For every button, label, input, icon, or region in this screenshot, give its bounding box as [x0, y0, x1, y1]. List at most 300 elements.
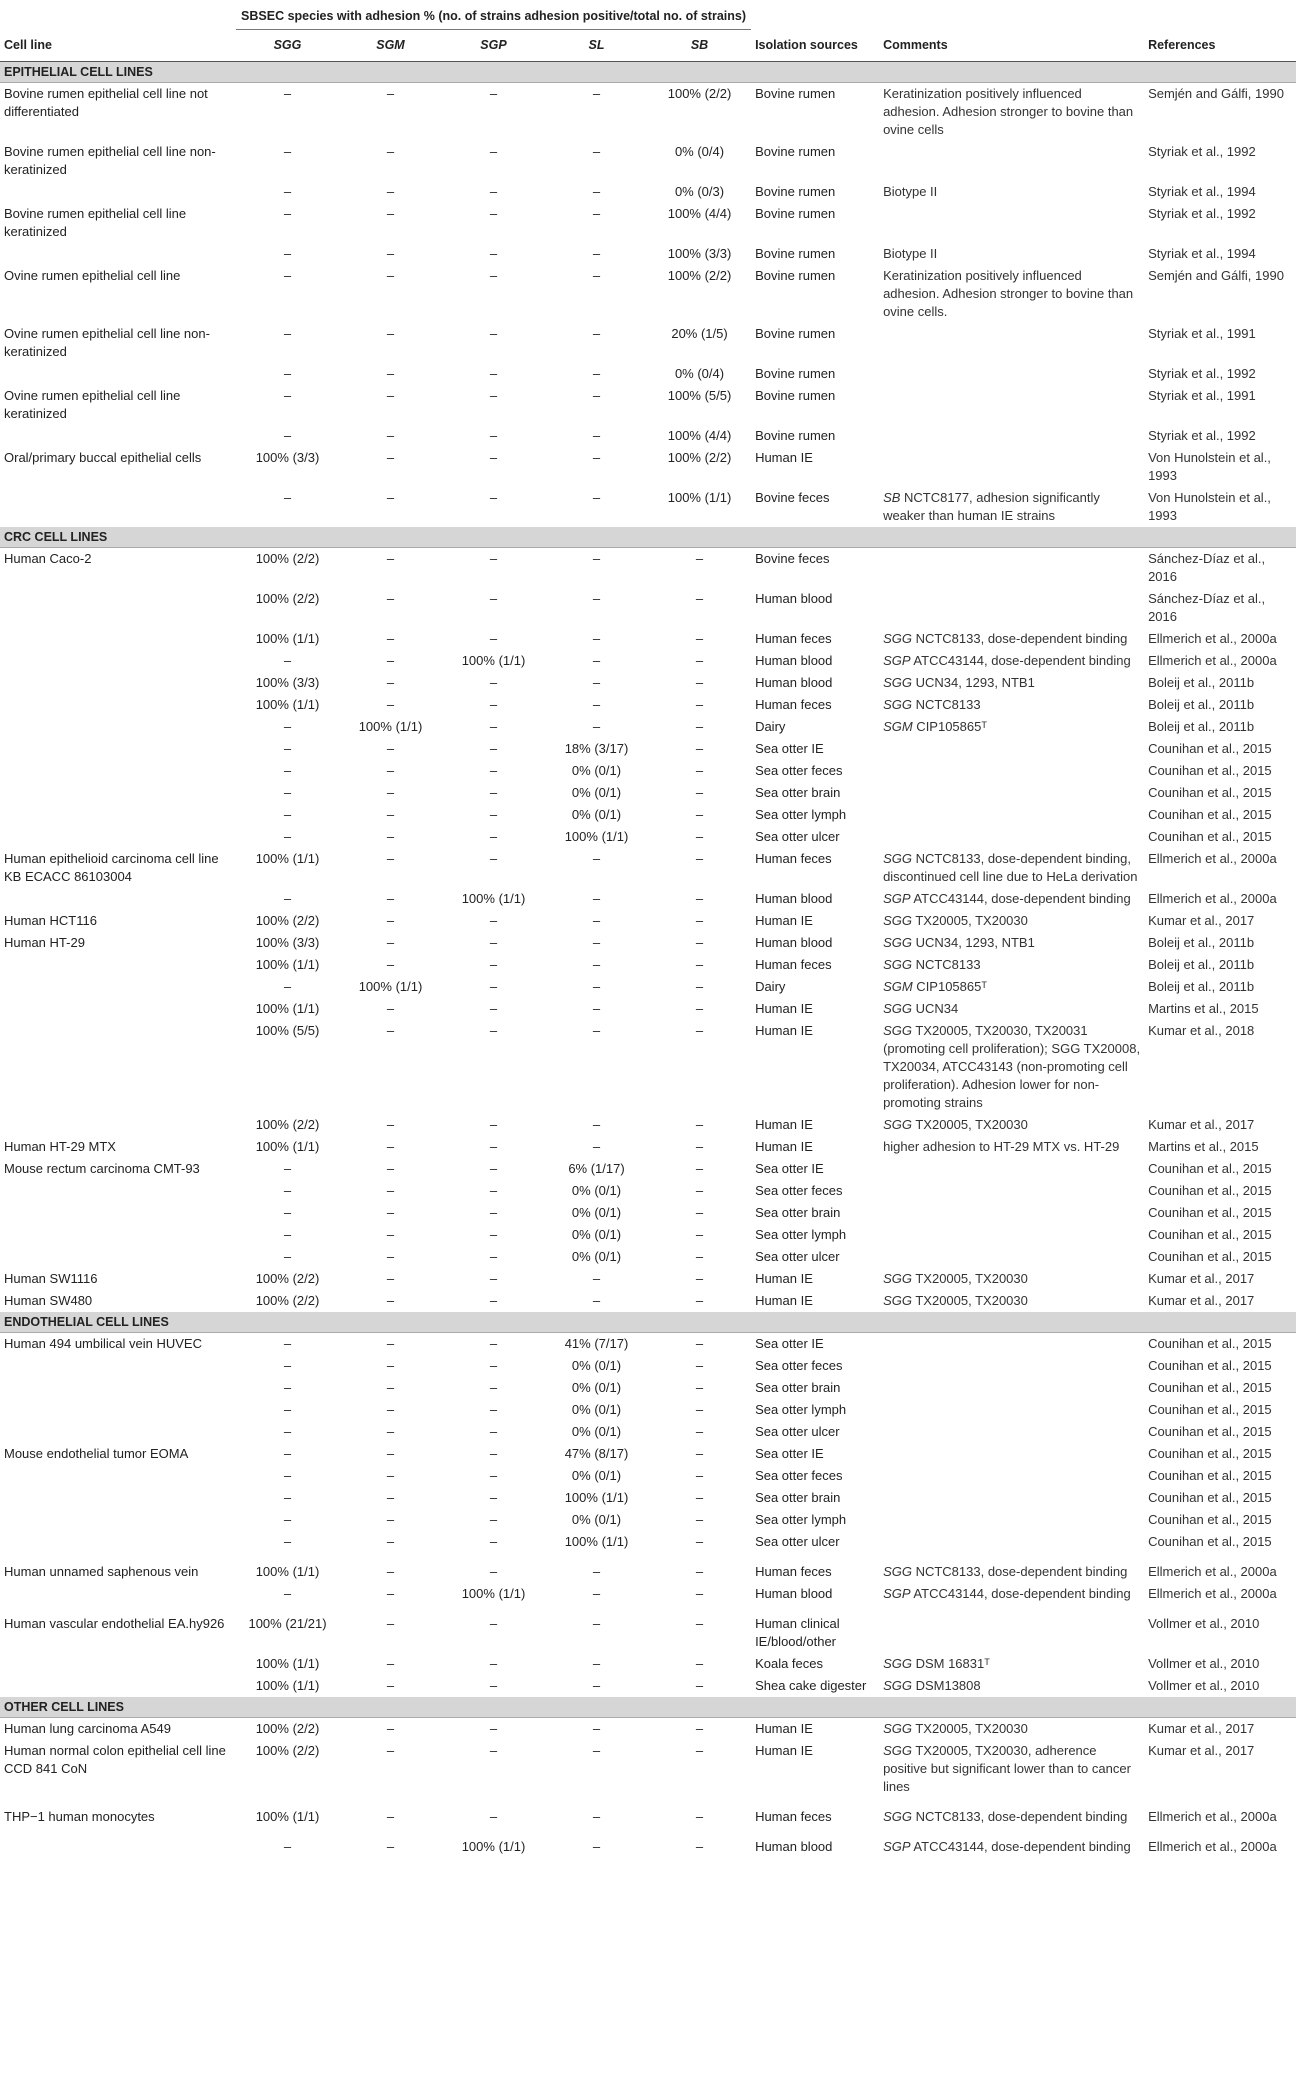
- reference: Boleij et al., 2011b: [1148, 935, 1255, 950]
- table-row: [0, 694, 1296, 716]
- isolation-source: Bovine rumen: [755, 184, 836, 199]
- isolation-source: Bovine rumen: [755, 428, 836, 443]
- species-value-sgp: –: [489, 1402, 498, 1417]
- comment-cell: [879, 243, 1144, 265]
- header-species-sgm: SGM: [376, 38, 405, 52]
- comment-cell: [879, 1740, 1144, 1806]
- species-value-sb: –: [695, 851, 704, 866]
- species-value-sl: 0% (0/1): [571, 1227, 622, 1242]
- species-value-sb: –: [695, 551, 704, 566]
- species-value-sgm: –: [386, 851, 395, 866]
- species-value-sgm: –: [386, 829, 395, 844]
- cell-line-name: [0, 1675, 236, 1697]
- cell-line-name: Ovine rumen epithelial cell line: [4, 268, 181, 283]
- table-row: [0, 1224, 1296, 1246]
- comment-cell: [879, 1487, 1144, 1509]
- comment-cell: [879, 1268, 1144, 1290]
- species-value-sgm: –: [386, 763, 395, 778]
- comment-species: SGG: [883, 1564, 912, 1579]
- species-value-sb: –: [695, 1586, 704, 1601]
- species-value-sgg: –: [283, 366, 292, 381]
- species-value-sl: –: [592, 428, 601, 443]
- isolation-source: Human IE: [755, 1293, 813, 1308]
- species-value-sgm: 100% (1/1): [358, 719, 423, 734]
- reference: Semjén and Gálfi, 1990: [1148, 86, 1284, 101]
- isolation-source: Sea otter lymph: [755, 1512, 847, 1527]
- comment-cell: [879, 1443, 1144, 1465]
- species-value-sgm: –: [386, 1402, 395, 1417]
- comment-species: SGG: [883, 1721, 912, 1736]
- species-value-sl: 0% (0/1): [571, 1468, 622, 1483]
- cell-line-name: [0, 976, 236, 998]
- table-row: [0, 1355, 1296, 1377]
- header-comments: Comments: [883, 38, 948, 52]
- comment-cell: [879, 1465, 1144, 1487]
- cell-line-name: [0, 888, 236, 910]
- reference: Semjén and Gálfi, 1990: [1148, 268, 1284, 283]
- table-row: [0, 1583, 1296, 1613]
- isolation-source: Sea otter ulcer: [755, 1424, 840, 1439]
- species-value-sgm: –: [386, 1809, 395, 1824]
- species-value-sgg: 100% (2/2): [255, 551, 320, 566]
- reference: Styriak et al., 1992: [1148, 144, 1256, 159]
- species-value-sgg: 100% (1/1): [255, 1809, 320, 1824]
- comment-cell: [879, 1718, 1144, 1741]
- cell-line-name: [0, 954, 236, 976]
- species-value-sgm: –: [386, 366, 395, 381]
- table-row: [0, 1561, 1296, 1583]
- species-value-sgg: 100% (21/21): [248, 1616, 327, 1631]
- species-value-sl: –: [592, 591, 601, 606]
- species-value-sb: 100% (2/2): [667, 450, 732, 465]
- species-value-sl: –: [592, 719, 601, 734]
- species-value-sgg: –: [283, 1446, 292, 1461]
- species-value-sgp: –: [489, 1161, 498, 1176]
- cell-line-name: [0, 363, 236, 385]
- isolation-source: Dairy: [755, 979, 786, 994]
- species-value-sgg: –: [283, 490, 292, 505]
- table-row: [0, 1290, 1296, 1312]
- species-value-sb: 20% (1/5): [671, 326, 728, 341]
- species-value-sgg: –: [283, 1183, 292, 1198]
- table-row: [0, 804, 1296, 826]
- header-species-group: SBSEC species with adhesion % (no. of strains adhesion positive/total no. of strains): [236, 0, 751, 30]
- cell-line-name: Human 494 umbilical vein HUVEC: [4, 1336, 202, 1351]
- species-value-sl: –: [592, 1139, 601, 1154]
- isolation-source: Human clinical IE/blood/other: [755, 1616, 840, 1649]
- species-value-sgg: –: [283, 1490, 292, 1505]
- comment-text: ATCC43144, dose-dependent binding: [910, 1839, 1131, 1854]
- table-header: [0, 0, 1296, 62]
- comment-cell: [879, 1202, 1144, 1224]
- isolation-source: Sea otter brain: [755, 785, 841, 800]
- species-value-sgp: –: [489, 1023, 498, 1038]
- species-value-sgg: 100% (2/2): [255, 913, 320, 928]
- table-row: [0, 181, 1296, 203]
- comment-text: NCTC8133, dose-dependent binding: [911, 1564, 1128, 1579]
- species-value-sgg: –: [283, 763, 292, 778]
- isolation-source: Sea otter IE: [755, 1161, 824, 1176]
- species-value-sb: –: [695, 891, 704, 906]
- species-value-sgg: –: [283, 829, 292, 844]
- isolation-source: Human blood: [755, 591, 833, 606]
- species-value-sgp: –: [489, 268, 498, 283]
- reference: Counihan et al., 2015: [1148, 1424, 1272, 1439]
- reference: Counihan et al., 2015: [1148, 1380, 1272, 1395]
- species-value-sgp: –: [489, 1512, 498, 1527]
- species-value-sgg: 100% (3/3): [255, 935, 320, 950]
- comment-species: SGG: [883, 1117, 912, 1132]
- species-value-sgm: –: [386, 1512, 395, 1527]
- table-row: [0, 1740, 1296, 1806]
- species-value-sgm: –: [386, 1586, 395, 1601]
- table-row: [0, 1246, 1296, 1268]
- table-row: [0, 487, 1296, 527]
- species-value-sgm: –: [386, 785, 395, 800]
- cell-line-name: Human SW480: [4, 1293, 93, 1308]
- species-value-sgg: 100% (3/3): [255, 450, 320, 465]
- isolation-source: Sea otter lymph: [755, 1227, 847, 1242]
- reference: Kumar et al., 2018: [1148, 1023, 1255, 1038]
- cell-line-name: [0, 760, 236, 782]
- comment-cell: [879, 447, 1144, 487]
- reference: Sánchez-Díaz et al., 2016: [1148, 591, 1266, 624]
- species-value-sb: –: [695, 1161, 704, 1176]
- table-row: [0, 826, 1296, 848]
- comment-species: SGG: [883, 913, 912, 928]
- reference: Counihan et al., 2015: [1148, 1227, 1272, 1242]
- comment-species: SGG: [883, 697, 912, 712]
- cell-line-name: Human normal colon epithelial cell line CCD 841 CoN: [4, 1743, 226, 1776]
- reference: Ellmerich et al., 2000a: [1148, 1809, 1277, 1824]
- comment-text: TX20005, TX20030: [911, 1117, 1028, 1132]
- species-value-sl: –: [592, 631, 601, 646]
- species-value-sgp: 100% (1/1): [461, 891, 526, 906]
- species-value-sgp: –: [489, 1183, 498, 1198]
- species-value-sb: –: [695, 1402, 704, 1417]
- reference: Counihan et al., 2015: [1148, 1161, 1272, 1176]
- comment-cell: [879, 385, 1144, 425]
- species-value-sb: –: [695, 829, 704, 844]
- reference: Counihan et al., 2015: [1148, 1183, 1272, 1198]
- isolation-source: Sea otter feces: [755, 1183, 843, 1198]
- species-value-sgp: –: [489, 1468, 498, 1483]
- table-row: [0, 588, 1296, 628]
- comment-cell: [879, 650, 1144, 672]
- species-value-sgp: –: [489, 1678, 498, 1693]
- species-value-sgg: –: [283, 184, 292, 199]
- comment-cell: [879, 487, 1144, 527]
- isolation-source: Sea otter brain: [755, 1490, 841, 1505]
- species-value-sb: –: [695, 1743, 704, 1758]
- cell-line-name: [0, 588, 236, 628]
- species-value-sb: 0% (0/4): [674, 366, 725, 381]
- species-value-sgm: –: [386, 1490, 395, 1505]
- isolation-source: Sea otter ulcer: [755, 1534, 840, 1549]
- comment-text: NCTC8133: [911, 697, 981, 712]
- species-value-sb: 100% (4/4): [667, 428, 732, 443]
- comment-cell: [879, 1290, 1144, 1312]
- table-row: [0, 976, 1296, 998]
- species-value-sb: –: [695, 1839, 704, 1854]
- species-value-sl: –: [592, 1293, 601, 1308]
- species-value-sgm: –: [386, 268, 395, 283]
- comment-species: SGP: [883, 1586, 911, 1601]
- comment-species: SGG: [883, 1001, 912, 1016]
- species-value-sl: –: [592, 450, 601, 465]
- comment-cell: [879, 932, 1144, 954]
- species-value-sgm: –: [386, 1117, 395, 1132]
- comment-species: SGG: [883, 957, 912, 972]
- comment-text: higher adhesion to HT-29 MTX vs. HT-29: [883, 1139, 1120, 1154]
- species-value-sb: 100% (2/2): [667, 268, 732, 283]
- species-value-sl: 0% (0/1): [571, 1402, 622, 1417]
- species-value-sgg: –: [283, 206, 292, 221]
- isolation-source: Human feces: [755, 1564, 832, 1579]
- reference: Vollmer et al., 2010: [1148, 1656, 1260, 1671]
- table-row: [0, 548, 1296, 589]
- cell-line-name: [0, 826, 236, 848]
- comment-cell: [879, 804, 1144, 826]
- species-value-sl: 0% (0/1): [571, 763, 622, 778]
- species-value-sgp: –: [489, 829, 498, 844]
- isolation-source: Bovine feces: [755, 551, 830, 566]
- header-species-sgg: SGG: [273, 38, 302, 52]
- cell-line-name: Human HT-29: [4, 935, 85, 950]
- comment-text: UCN34: [911, 1001, 959, 1016]
- species-value-sb: 100% (1/1): [667, 490, 732, 505]
- species-value-sgp: –: [489, 913, 498, 928]
- reference: Ellmerich et al., 2000a: [1148, 1839, 1277, 1854]
- species-value-sb: –: [695, 1139, 704, 1154]
- table-row: [0, 1114, 1296, 1136]
- species-value-sl: 0% (0/1): [571, 785, 622, 800]
- isolation-source: Human feces: [755, 1809, 832, 1824]
- table-row: [0, 1202, 1296, 1224]
- cell-line-name: [0, 628, 236, 650]
- species-value-sb: –: [695, 697, 704, 712]
- species-value-sgg: –: [283, 1227, 292, 1242]
- reference: Kumar et al., 2017: [1148, 1743, 1255, 1758]
- species-value-sgg: –: [283, 1161, 292, 1176]
- cell-line-name: [0, 804, 236, 826]
- species-value-sgg: –: [283, 1468, 292, 1483]
- reference: Counihan et al., 2015: [1148, 807, 1272, 822]
- comment-cell: [879, 1806, 1144, 1836]
- section-header-row: [0, 527, 1296, 548]
- comment-text: NCTC8133, dose-dependent binding: [911, 1809, 1128, 1824]
- species-value-sgm: –: [386, 1336, 395, 1351]
- table-row: [0, 1443, 1296, 1465]
- comment-cell: [879, 1509, 1144, 1531]
- isolation-source: Bovine rumen: [755, 86, 836, 101]
- isolation-source: Human IE: [755, 913, 813, 928]
- comment-text: TX20005, TX20030, TX20031 (promoting cell proliferation); SGG TX20008, TX20034, ATCC43143 (non-promoting cell proliferation). Adhesion lower for non-promoting strains: [883, 1023, 1141, 1110]
- table-row: [0, 1509, 1296, 1531]
- table-row: [0, 1180, 1296, 1202]
- species-value-sl: –: [592, 490, 601, 505]
- species-value-sb: 0% (0/4): [674, 144, 725, 159]
- species-value-sb: –: [695, 675, 704, 690]
- isolation-source: Bovine rumen: [755, 366, 836, 381]
- isolation-source: Human feces: [755, 631, 832, 646]
- comment-text: DSM13808: [911, 1678, 981, 1693]
- comment-cell: [879, 826, 1144, 848]
- species-value-sl: –: [592, 1656, 601, 1671]
- cell-line-name: [0, 1180, 236, 1202]
- comment-cell: [879, 1399, 1144, 1421]
- species-value-sgp: –: [489, 785, 498, 800]
- species-value-sb: –: [695, 1512, 704, 1527]
- species-value-sl: 0% (0/1): [571, 1380, 622, 1395]
- species-value-sgm: –: [386, 1183, 395, 1198]
- reference: Boleij et al., 2011b: [1148, 979, 1255, 994]
- species-value-sgm: –: [386, 1358, 395, 1373]
- species-value-sl: –: [592, 551, 601, 566]
- isolation-source: Sea otter IE: [755, 1336, 824, 1351]
- species-value-sl: –: [592, 1721, 601, 1736]
- header-isolation-sources: Isolation sources: [755, 38, 858, 52]
- species-value-sgp: –: [489, 1139, 498, 1154]
- species-value-sl: 0% (0/1): [571, 807, 622, 822]
- table-row: [0, 425, 1296, 447]
- cell-line-name: [0, 1224, 236, 1246]
- cell-line-name: Human HCT116: [4, 913, 97, 928]
- species-value-sl: 100% (1/1): [564, 829, 629, 844]
- species-value-sgp: –: [489, 935, 498, 950]
- isolation-source: Human IE: [755, 450, 813, 465]
- species-value-sgg: 100% (1/1): [255, 1139, 320, 1154]
- species-value-sgg: –: [283, 891, 292, 906]
- table-row: [0, 1613, 1296, 1653]
- comment-cell: [879, 1531, 1144, 1561]
- comment-species: SGM: [883, 979, 913, 994]
- species-value-sb: –: [695, 1336, 704, 1351]
- comment-species: SGG: [883, 1271, 912, 1286]
- comment-cell: [879, 1675, 1144, 1697]
- comment-cell: [879, 1136, 1144, 1158]
- species-value-sgp: –: [489, 1446, 498, 1461]
- reference: Counihan et al., 2015: [1148, 1446, 1272, 1461]
- species-value-sgm: –: [386, 935, 395, 950]
- species-value-sb: 100% (5/5): [667, 388, 732, 403]
- species-value-sgp: –: [489, 763, 498, 778]
- species-value-sb: –: [695, 1249, 704, 1264]
- table-row: [0, 760, 1296, 782]
- comment-text: TX20005, TX20030: [911, 1721, 1028, 1736]
- table-row: [0, 1421, 1296, 1443]
- species-value-sgm: 100% (1/1): [358, 979, 423, 994]
- isolation-source: Human IE: [755, 1001, 813, 1016]
- species-value-sgg: –: [283, 246, 292, 261]
- species-value-sgp: –: [489, 807, 498, 822]
- table-row: [0, 1531, 1296, 1561]
- reference: Vollmer et al., 2010: [1148, 1616, 1260, 1631]
- species-value-sl: 100% (1/1): [564, 1490, 629, 1505]
- species-value-sgg: –: [283, 1205, 292, 1220]
- species-value-sgm: –: [386, 86, 395, 101]
- species-value-sgg: –: [283, 979, 292, 994]
- species-value-sgm: –: [386, 1468, 395, 1483]
- species-value-sl: –: [592, 979, 601, 994]
- isolation-source: Human blood: [755, 1586, 833, 1601]
- table-row: [0, 1718, 1296, 1741]
- reference: Boleij et al., 2011b: [1148, 697, 1255, 712]
- isolation-source: Human feces: [755, 957, 832, 972]
- reference: Counihan et al., 2015: [1148, 785, 1272, 800]
- species-value-sgp: –: [489, 957, 498, 972]
- comment-cell: [879, 1246, 1144, 1268]
- species-value-sgm: –: [386, 1249, 395, 1264]
- species-value-sgp: –: [489, 697, 498, 712]
- comment-cell: [879, 716, 1144, 738]
- cell-line-name: [0, 672, 236, 694]
- comment-species: SGG: [883, 1293, 912, 1308]
- species-value-sgg: –: [283, 1402, 292, 1417]
- species-value-sgp: –: [489, 326, 498, 341]
- comment-text: CIP105865ᵀ: [912, 979, 987, 994]
- cell-line-name: [0, 181, 236, 203]
- species-value-sgg: 100% (2/2): [255, 1721, 320, 1736]
- species-value-sl: 0% (0/1): [571, 1358, 622, 1373]
- reference: Styriak et al., 1991: [1148, 388, 1256, 403]
- cell-line-name: Ovine rumen epithelial cell line non-keratinized: [4, 326, 210, 359]
- reference: Counihan et al., 2015: [1148, 829, 1272, 844]
- species-value-sb: 0% (0/3): [674, 184, 725, 199]
- species-value-sgg: 100% (5/5): [255, 1023, 320, 1038]
- species-value-sl: –: [592, 1001, 601, 1016]
- reference: Ellmerich et al., 2000a: [1148, 891, 1277, 906]
- species-value-sgg: –: [283, 1249, 292, 1264]
- comment-cell: [879, 588, 1144, 628]
- species-value-sgg: –: [283, 785, 292, 800]
- species-value-sgm: –: [386, 490, 395, 505]
- reference: Styriak et al., 1994: [1148, 246, 1256, 261]
- species-value-sl: –: [592, 891, 601, 906]
- species-value-sgg: –: [283, 653, 292, 668]
- reference: Styriak et al., 1994: [1148, 184, 1256, 199]
- species-value-sgm: –: [386, 1678, 395, 1693]
- species-value-sl: –: [592, 913, 601, 928]
- species-value-sgg: 100% (1/1): [255, 957, 320, 972]
- cell-line-name: [0, 1583, 236, 1613]
- reference: Ellmerich et al., 2000a: [1148, 1586, 1277, 1601]
- cell-line-name: [0, 1421, 236, 1443]
- table-row: [0, 447, 1296, 487]
- isolation-source: Sea otter lymph: [755, 807, 847, 822]
- reference: Counihan et al., 2015: [1148, 1358, 1272, 1373]
- species-value-sl: 0% (0/1): [571, 1424, 622, 1439]
- species-value-sb: –: [695, 1424, 704, 1439]
- comment-cell: [879, 1158, 1144, 1180]
- species-value-sgg: –: [283, 86, 292, 101]
- comment-species: SGP: [883, 653, 911, 668]
- species-value-sgm: –: [386, 591, 395, 606]
- species-value-sl: 18% (3/17): [564, 741, 629, 756]
- table-row: [0, 243, 1296, 265]
- species-value-sgp: –: [489, 1721, 498, 1736]
- species-value-sb: –: [695, 1380, 704, 1395]
- cell-line-name: [0, 1465, 236, 1487]
- cell-line-name: [0, 1399, 236, 1421]
- isolation-source: Human IE: [755, 1271, 813, 1286]
- cell-line-name: Bovine rumen epithelial cell line keratinized: [4, 206, 187, 239]
- table-row: [0, 848, 1296, 888]
- comment-text: NCTC8133: [911, 957, 981, 972]
- comment-cell: [879, 323, 1144, 363]
- isolation-source: Human blood: [755, 935, 833, 950]
- species-value-sgm: –: [386, 653, 395, 668]
